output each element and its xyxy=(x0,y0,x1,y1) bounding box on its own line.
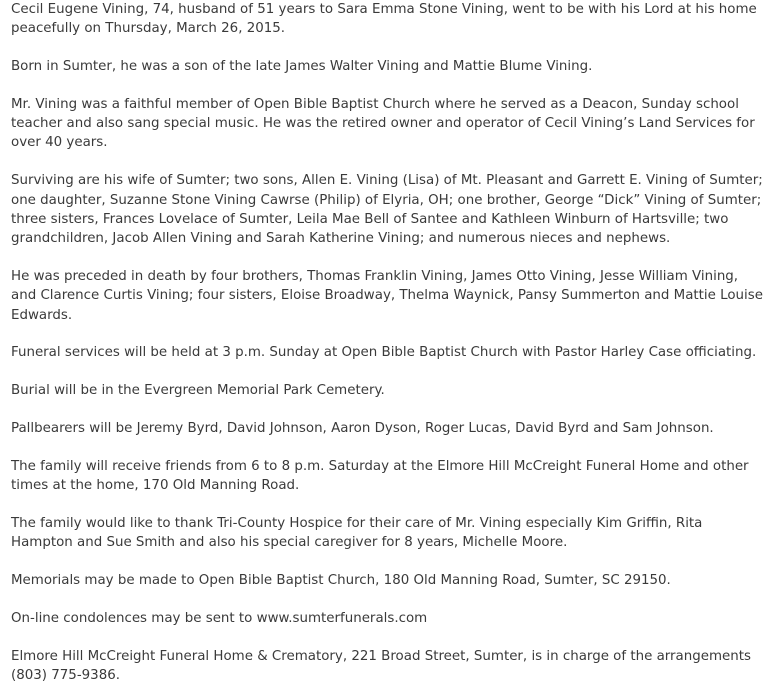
paragraph-church-career: Mr. Vining was a faithful member of Open Bible Baptist Church where he served as a Deacon, Sunday school teacher and also sang special music. He was the retired owner and operator of Cecil Vining’s Land Services for over 40 years. xyxy=(11,96,755,151)
paragraph-condolences: On-line condolences may be sent to www.sumterfunerals.com xyxy=(11,610,428,626)
paragraph-funeral-home: Elmore Hill McCreight Funeral Home & Crematory, 221 Broad Street, Sumter, is in charge of the arrangements (803) 775-9386. xyxy=(11,648,751,683)
paragraph-preceded-in-death: He was preceded in death by four brothers, Thomas Franklin Vining, James Otto Vining, Jesse William Vining, and Clarence Curtis Vining; four sisters, Eloise Broadway, Thelma Waynick, Pansy Summerton and Mattie Louise Edwards. xyxy=(11,268,763,323)
paragraph-thanks: The family would like to thank Tri-County Hospice for their care of Mr. Vining especially Kim Griffin, Rita Hampton and Sue Smith and also his special caregiver for 8 years, Michelle Moore. xyxy=(11,515,703,551)
paragraph-death-notice: Cecil Eugene Vining, 74, husband of 51 years to Sara Emma Stone Vining, went to be with his Lord at his home peacefully on Thursday, March 26, 2015. xyxy=(11,2,757,37)
paragraph-birth-parents: Born in Sumter, he was a son of the late James Walter Vining and Mattie Blume Vining. xyxy=(11,59,593,75)
paragraph-memorials: Memorials may be made to Open Bible Baptist Church, 180 Old Manning Road, Sumter, SC 29150. xyxy=(11,572,671,588)
paragraph-funeral-services: Funeral services will be held at 3 p.m. Sunday at Open Bible Baptist Church with Pastor Harley Case officiating. xyxy=(11,345,757,361)
paragraph-survivors: Surviving are his wife of Sumter; two sons, Allen E. Vining (Lisa) of Mt. Pleasant and Garrett E. Vining of Sumter; one daughter, Suzanne Stone Vining Cawrse (Philip) of Elyria, OH; one brother, George “Dick” Vining of Sumter; three sisters, Frances Lovelace of Sumter, Leila Mae Bell of Santee and Kathleen Winburn of Hartsville; two grandchildren, Jacob Allen Vining and Sarah Katherine Vining; and numerous nieces and nephews. xyxy=(11,173,763,247)
paragraph-burial: Burial will be in the Evergreen Memorial Park Cemetery. xyxy=(11,383,385,399)
paragraph-visitation: The family will receive friends from 6 to 8 p.m. Saturday at the Elmore Hill McCreight Funeral Home and other times at the home, 170 Old Manning Road. xyxy=(11,458,749,494)
paragraph-pallbearers: Pallbearers will be Jeremy Byrd, David Johnson, Aaron Dyson, Roger Lucas, David Byrd and Sam Johnson. xyxy=(11,420,714,436)
